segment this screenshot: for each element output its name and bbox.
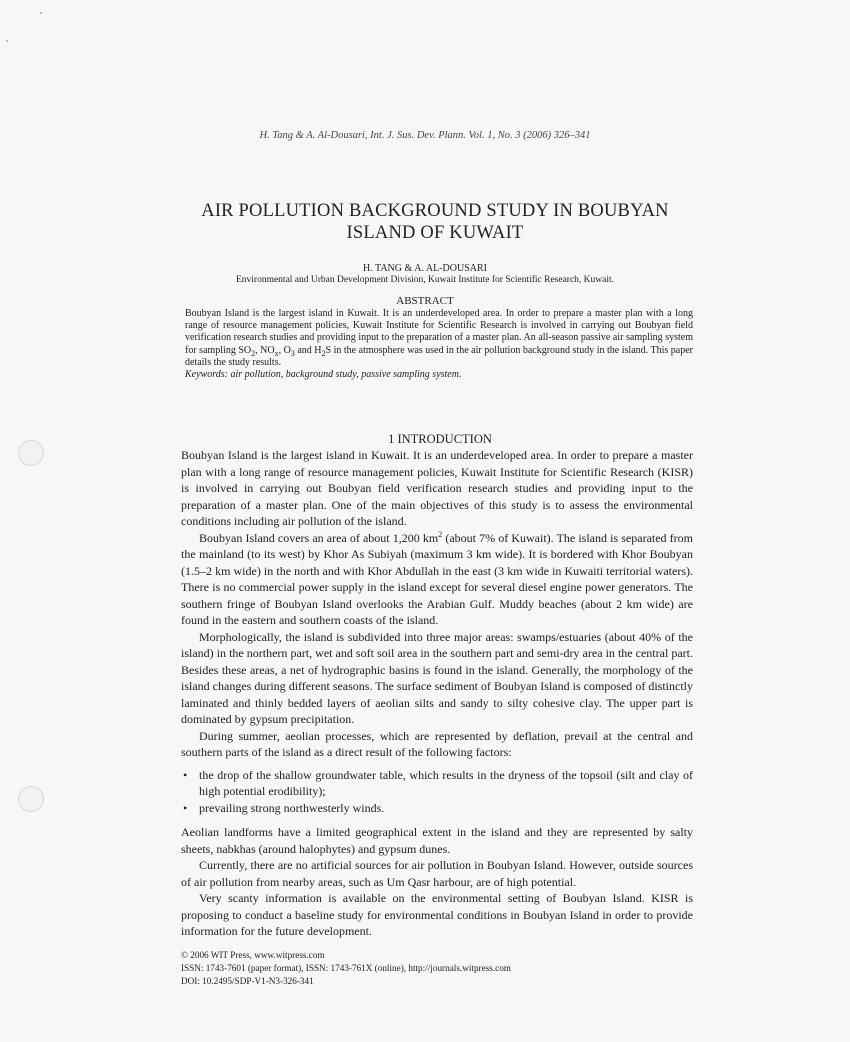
journal-citation: H. Tang & A. Al-Dousari, Int. J. Sus. Dev. Plann. Vol. 1, No. 3 (2006) 326–341	[259, 130, 591, 141]
paragraph-4: During summer, aeolian processes, which are represented by deflation, prevail at the central and southern parts of the island as a direct result of the following factors:	[181, 728, 693, 759]
keywords: Keywords: air pollution, background study, passive sampling system.	[185, 369, 462, 381]
section-heading-introduction: 1 INTRODUCTION	[388, 432, 492, 446]
authors: H. TANG & A. AL-DOUSARI	[362, 263, 488, 274]
abstract-text: Boubyan Island is the largest island in Kuwait. It is an underdeveloped area. In order to prepare a master plan with a long range of resource management policies, Kuwait Institute for Scientific Research is involved in carrying out Boubyan field verification research studies and providing input to the preparation of a master plan. An all-season passive air sampling system for sampling $SO_2$, $NO_x$, $O_3$ and $H_2S$ in the atmosphere was used in the air pollution background study in the island. This paper details the study results.	[185, 308, 693, 368]
copyright-footer	[181, 949, 693, 987]
copyright-line: © 2006 WIT Press, www.witpress.com	[181, 950, 325, 960]
paragraph-5: Aeolian landforms have a limited geographical extent in the island and they are represented by salty sheets, nabkhas (around halophytes) and gypsum dunes.	[181, 825, 693, 856]
list-item: • the drop of the shallow groundwater table, which results in the dryness of the topsoil (silt and clay of high potential erodibility);	[183, 767, 693, 798]
abstract-heading: ABSTRACT	[396, 295, 454, 307]
factor-list	[181, 767, 693, 817]
paragraph-2: Boubyan Island covers an area of about 1,200 $km^2$ (about 7% of Kuwait). The island is separated from the mainland (to its west) by Khor As Subiyah (maximum 3 km wide). It is bordered with Khor Boubyan (1.5–2 km wide) in the north and with Khor Abdullah in the east (3 km wide in Kuwaiti territorial waters). There is no commercial power supply in the island except for several diesel engine power generators. The southern fringe of Boubyan Island overlooks the Arabian Gulf. Muddy beaches (about 2 km wide) are found in the eastern and southern coasts of the island.	[181, 529, 693, 627]
list-item: • prevailing strong northwesterly winds.	[183, 800, 385, 815]
paragraph-7: Very scanty information is available on the environmental setting of Boubyan Island. KISR is proposing to conduct a baseline study for environmental conditions in Boubyan Island in order to provide information for the future development.	[181, 891, 693, 938]
abstract-body	[185, 308, 693, 381]
bullet-icon: •	[183, 800, 188, 815]
paragraph-1: Boubyan Island is the largest island in Kuwait. It is an underdeveloped area. In order to prepare a master plan with a long range of resource management policies, Kuwait Institute for Scientific Research (KISR) is involved in carrying out Boubyan field verification research studies and providing input to the preparation of a master plan. One of the main objectives of this study is to assess the environmental conditions including air pollution of the island.	[181, 448, 693, 528]
punch-hole-mark	[18, 786, 44, 812]
paragraph-6: Currently, there are no artificial sources for air pollution in Boubyan Island. However, outside sources of air pollution from nearby areas, such as Um Qasr harbour, are of high potential.	[181, 858, 693, 889]
affiliation: Environmental and Urban Development Division, Kuwait Institute for Scientific Research, Kuwait.	[235, 275, 615, 285]
doi-line: DOI: 10.2495/SDP-V1-N3-326-341	[181, 975, 314, 986]
scan-speck	[40, 12, 42, 14]
issn-line: ISSN: 1743-7601 (paper format), ISSN: 1743-761X (online), http://journals.witpress.com	[181, 962, 511, 973]
paper-title	[175, 200, 695, 244]
title-line-2: ISLAND OF KUWAIT	[346, 223, 524, 243]
paragraph-3: Morphologically, the island is subdivided into three major areas: swamps/estuaries (about 40% of the island) in the northern part, wet and soft soil area in the southern part and semi-dry area in the central part. Besides these areas, a net of hydrographic basins is found in the island. Generally, the morphology of the island changes during different seasons. The surface sediment of Boubyan Island is composed of distinctly laminated and thinly bedded layers of aeolian silts and sandy to silty cohesive clay. The upper part is dominated by gypsum precipitation.	[181, 629, 693, 726]
title-line-1: AIR POLLUTION BACKGROUND STUDY IN BOUBYAN	[201, 201, 669, 221]
introduction-body	[181, 447, 693, 940]
scan-speck	[6, 40, 8, 42]
bullet-icon: •	[183, 767, 188, 782]
